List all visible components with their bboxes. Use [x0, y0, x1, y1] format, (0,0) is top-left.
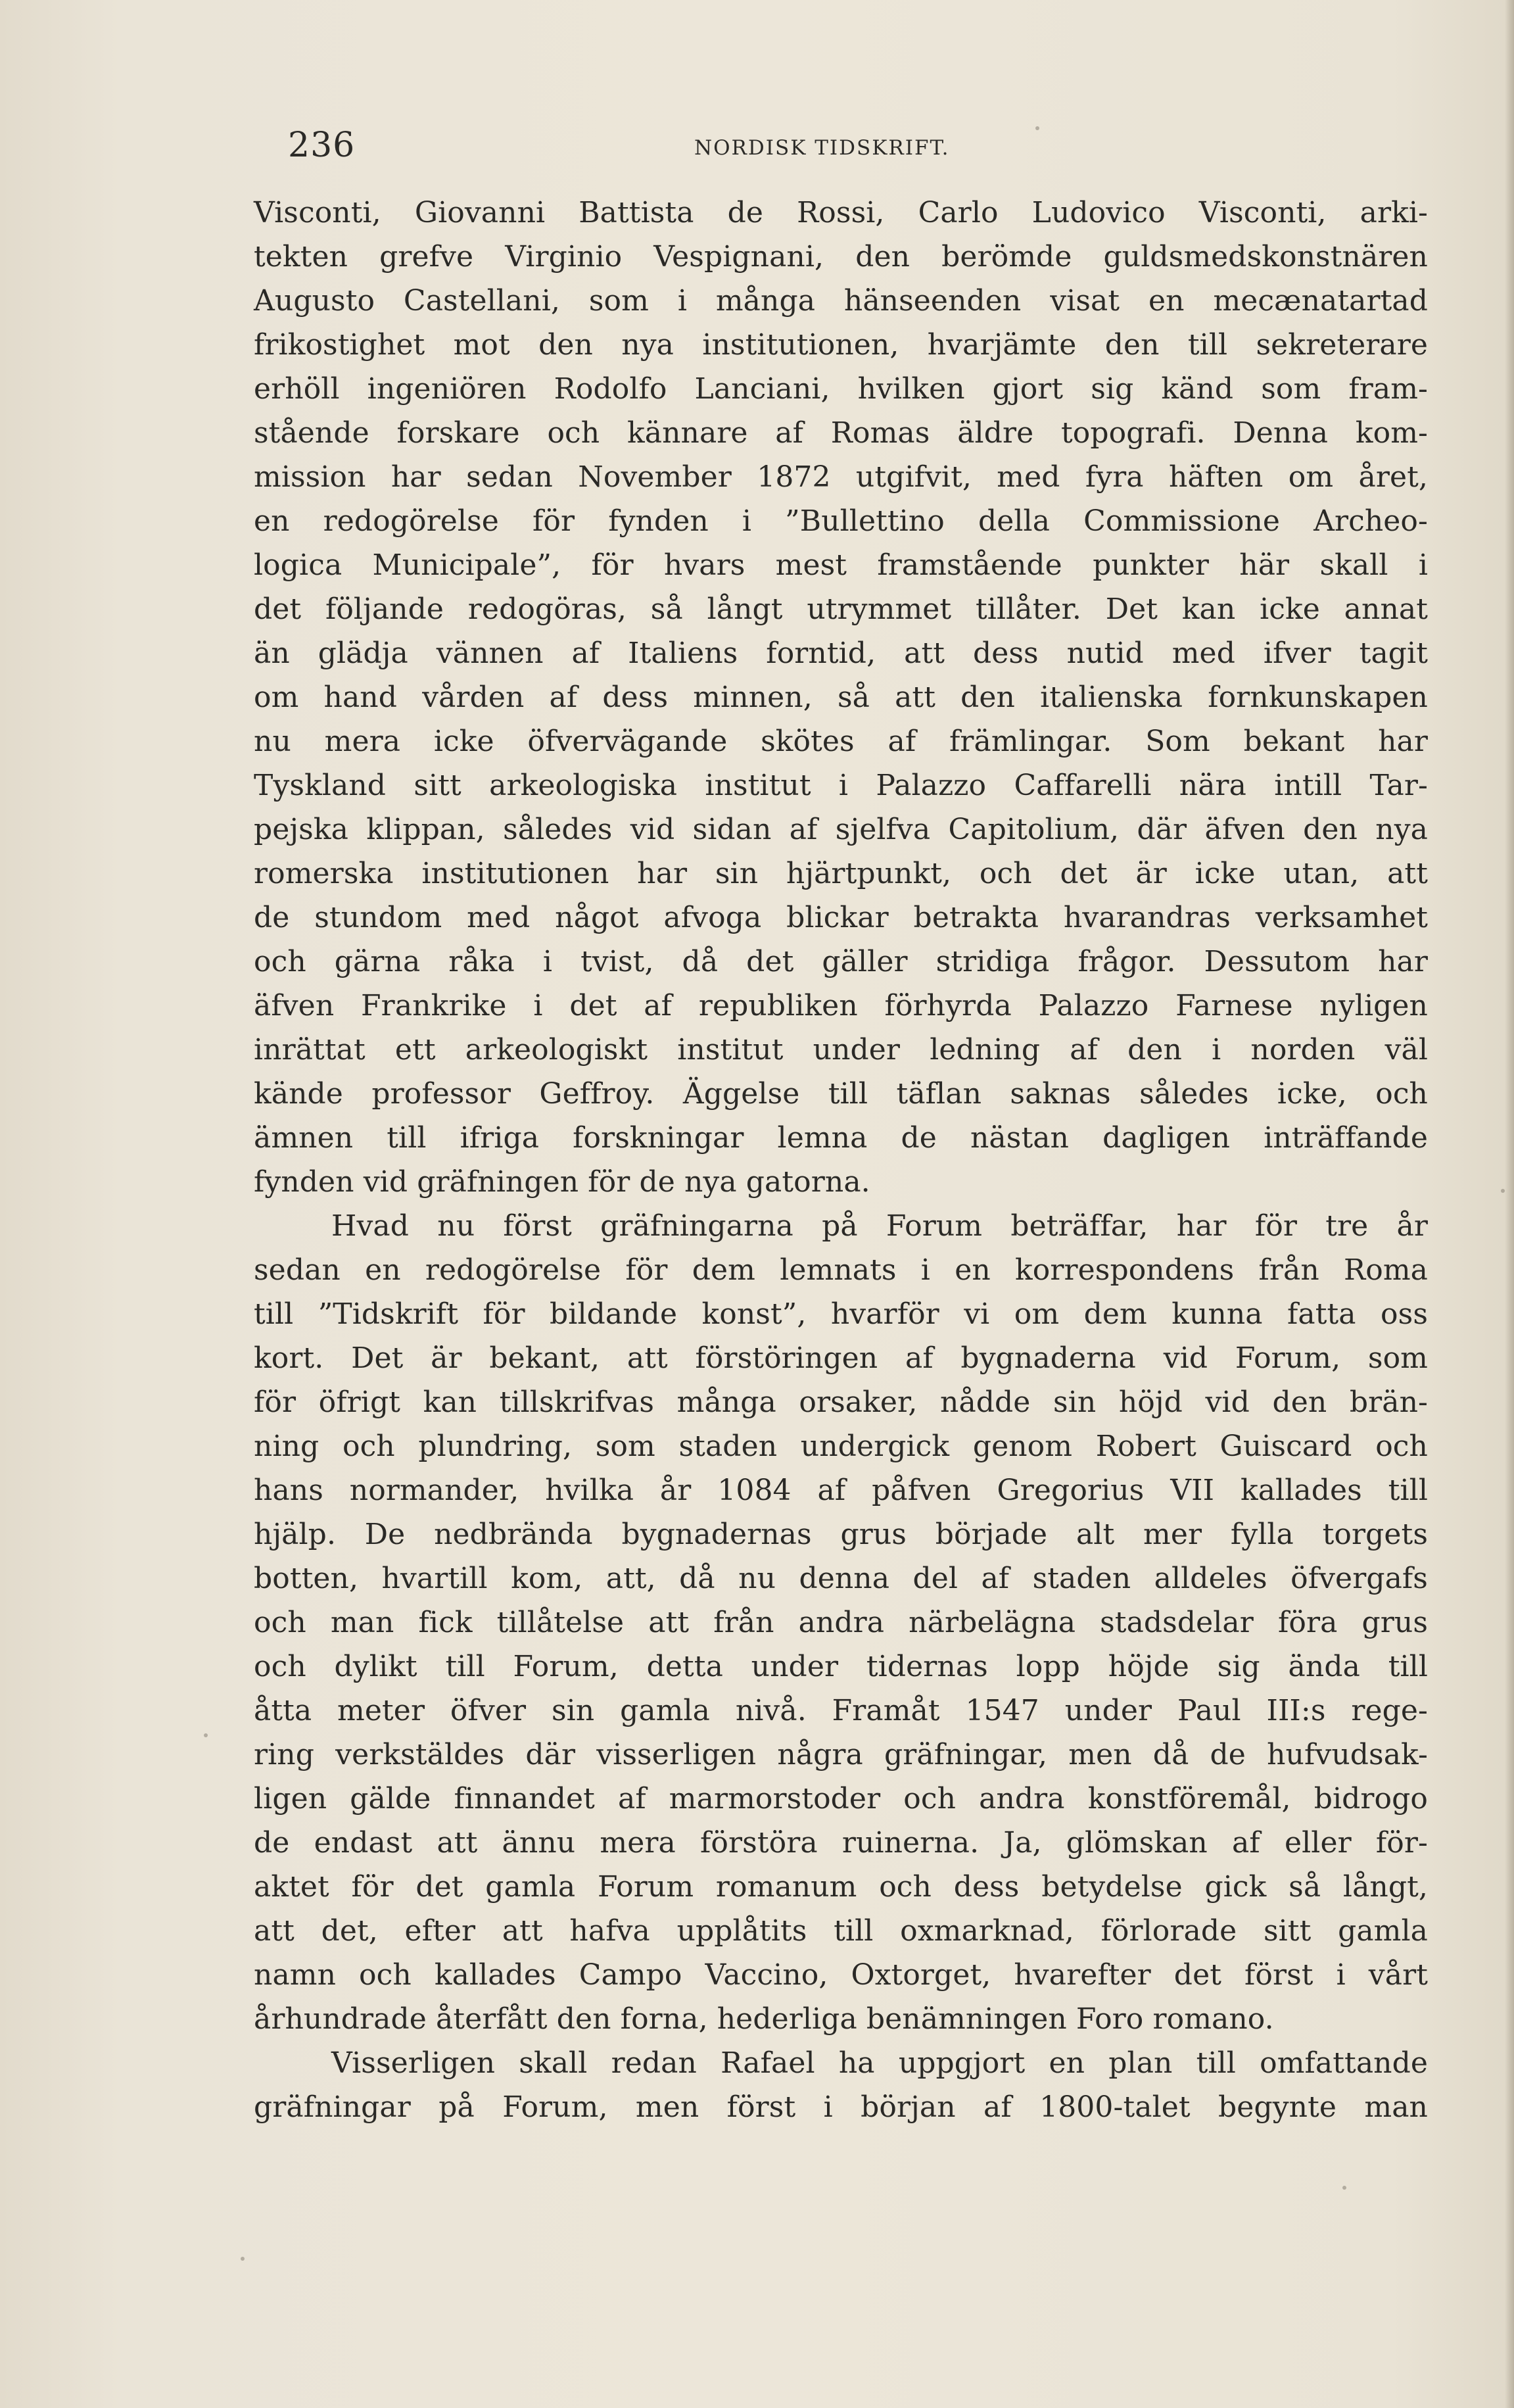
page-number: 236 — [288, 126, 356, 165]
text-line-5: erhöll ingeniören Rodolfo Lanciani, hvilken gjort sig känd som fram- — [254, 372, 1428, 406]
text-line-41: namn och kallades Campo Vaccino, Oxtorget, hvarefter det först i vårt — [254, 1958, 1428, 1992]
text-line-31: hjälp. De nedbrända bygnadernas grus började alt mer fylla torgets — [254, 1518, 1428, 1551]
text-line-29: ning och plundring, som staden undergick genom Robert Guiscard och — [254, 1430, 1428, 1463]
paper-speck — [204, 1733, 208, 1737]
text-line-1: Visconti, Giovanni Battista de Rossi, Carlo Ludovico Visconti, arki- — [254, 196, 1428, 229]
text-line-40: att det, efter att hafva upplåtits till oxmarknad, förlorade sitt gamla — [254, 1914, 1428, 1948]
page-edge-shadow — [1505, 0, 1514, 2408]
text-line-19: äfven Frankrike i det af republiken förhyrda Palazzo Farnese nyligen — [254, 989, 1428, 1023]
text-line-23: fynden vid gräfningen för de nya gatorna. — [254, 1165, 870, 1199]
paper-speck — [1035, 126, 1039, 130]
text-line-15: pejska klippan, således vid sidan af sjelfva Capitolium, där äfven den nya — [254, 813, 1428, 846]
text-line-13: nu mera icke öfvervägande skötes af främlingar. Som bekant har — [254, 725, 1428, 758]
text-line-7: mission har sedan November 1872 utgifvit, med fyra häften om året, — [254, 460, 1428, 494]
text-line-37: ligen gälde finnandet af marmorstoder och andra konstföremål, bidrogo — [254, 1782, 1428, 1816]
text-line-33: och man fick tillåtelse att från andra närbelägna stadsdelar föra grus — [254, 1606, 1428, 1639]
text-line-6: stående forskare och kännare af Romas äldre topografi. Denna kom- — [254, 416, 1428, 450]
text-line-32: botten, hvartill kom, att, då nu denna del af staden alldeles öfvergafs — [254, 1562, 1428, 1595]
text-line-27: kort. Det är bekant, att förstöringen af bygnaderna vid Forum, som — [254, 1341, 1428, 1375]
text-line-34: och dylikt till Forum, detta under tidernas lopp höjde sig ända till — [254, 1650, 1428, 1683]
text-line-10: det följande redogöras, så långt utrymmet tillåter. Det kan icke annat — [254, 592, 1428, 626]
text-line-30: hans normander, hvilka år 1084 af påfven Gregorius VII kallades till — [254, 1474, 1428, 1507]
text-line-18: och gärna råka i tvist, då det gäller stridiga frågor. Dessutom har — [254, 945, 1428, 978]
text-line-3: Augusto Castellani, som i många hänseenden visat en mecænatartad — [254, 284, 1428, 318]
text-line-2: tekten grefve Virginio Vespignani, den berömde guldsmedskonstnären — [254, 240, 1428, 274]
paper-speck — [1501, 1189, 1505, 1193]
text-line-4: frikostighet mot den nya institutionen, hvarjämte den till sekreterare — [254, 328, 1428, 362]
text-line-44: gräfningar på Forum, men först i början af 1800-talet begynte man — [254, 2090, 1428, 2124]
text-line-35: åtta meter öfver sin gamla nivå. Framåt 1547 under Paul III:s rege- — [254, 1694, 1428, 1727]
text-line-9: logica Municipale”, för hvars mest framstående punkter här skall i — [254, 548, 1428, 582]
text-line-28: för öfrigt kan tillskrifvas många orsaker, nådde sin höjd vid den brän- — [254, 1385, 1428, 1419]
page-header — [254, 122, 1428, 168]
text-line-26: till ”Tidskrift för bildande konst”, hvarför vi om dem kunna fatta oss — [254, 1297, 1428, 1331]
text-line-42: århundrade återfått den forna, hederliga benämningen Foro romano. — [254, 2002, 1274, 2036]
text-line-43: Visserligen skall redan Rafael ha uppgjort en plan till omfattande — [331, 2046, 1428, 2080]
text-line-24: Hvad nu först gräfningarna på Forum beträffar, har för tre år — [331, 1209, 1428, 1243]
text-line-16: romerska institutionen har sin hjärtpunkt, och det är icke utan, att — [254, 857, 1428, 890]
text-line-20: inrättat ett arkeologiskt institut under ledning af den i norden väl — [254, 1033, 1428, 1067]
text-line-12: om hand vården af dess minnen, så att den italienska fornkunskapen — [254, 681, 1428, 714]
text-line-39: aktet för det gamla Forum romanum och dess betydelse gick så långt, — [254, 1870, 1428, 1904]
text-line-8: en redogörelse för fynden i ”Bullettino della Commissione Archeo- — [254, 504, 1428, 538]
body-text — [254, 191, 1428, 2129]
text-line-17: de stundom med något afvoga blickar betrakta hvarandras verksamhet — [254, 901, 1428, 934]
paper-speck — [241, 2257, 245, 2261]
text-line-36: ring verkstäldes där visserligen några gräfningar, men då de hufvudsak- — [254, 1738, 1428, 1771]
text-line-14: Tyskland sitt arkeologiska institut i Palazzo Caffarelli nära intill Tar- — [254, 769, 1428, 802]
paper-speck — [1342, 2186, 1346, 2190]
text-line-22: ämnen till ifriga forskningar lemna de nästan dagligen inträffande — [254, 1121, 1428, 1155]
text-line-38: de endast att ännu mera förstöra ruinerna. Ja, glömskan af eller för- — [254, 1826, 1428, 1860]
running-title: NORDISK TIDSKRIFT. — [694, 136, 950, 160]
text-line-11: än glädja vännen af Italiens forntid, att dess nutid med ifver tagit — [254, 637, 1428, 670]
text-line-25: sedan en redogörelse för dem lemnats i en korrespondens från Roma — [254, 1253, 1428, 1287]
text-line-21: kände professor Geffroy. Äggelse till täflan saknas således icke, och — [254, 1077, 1428, 1111]
